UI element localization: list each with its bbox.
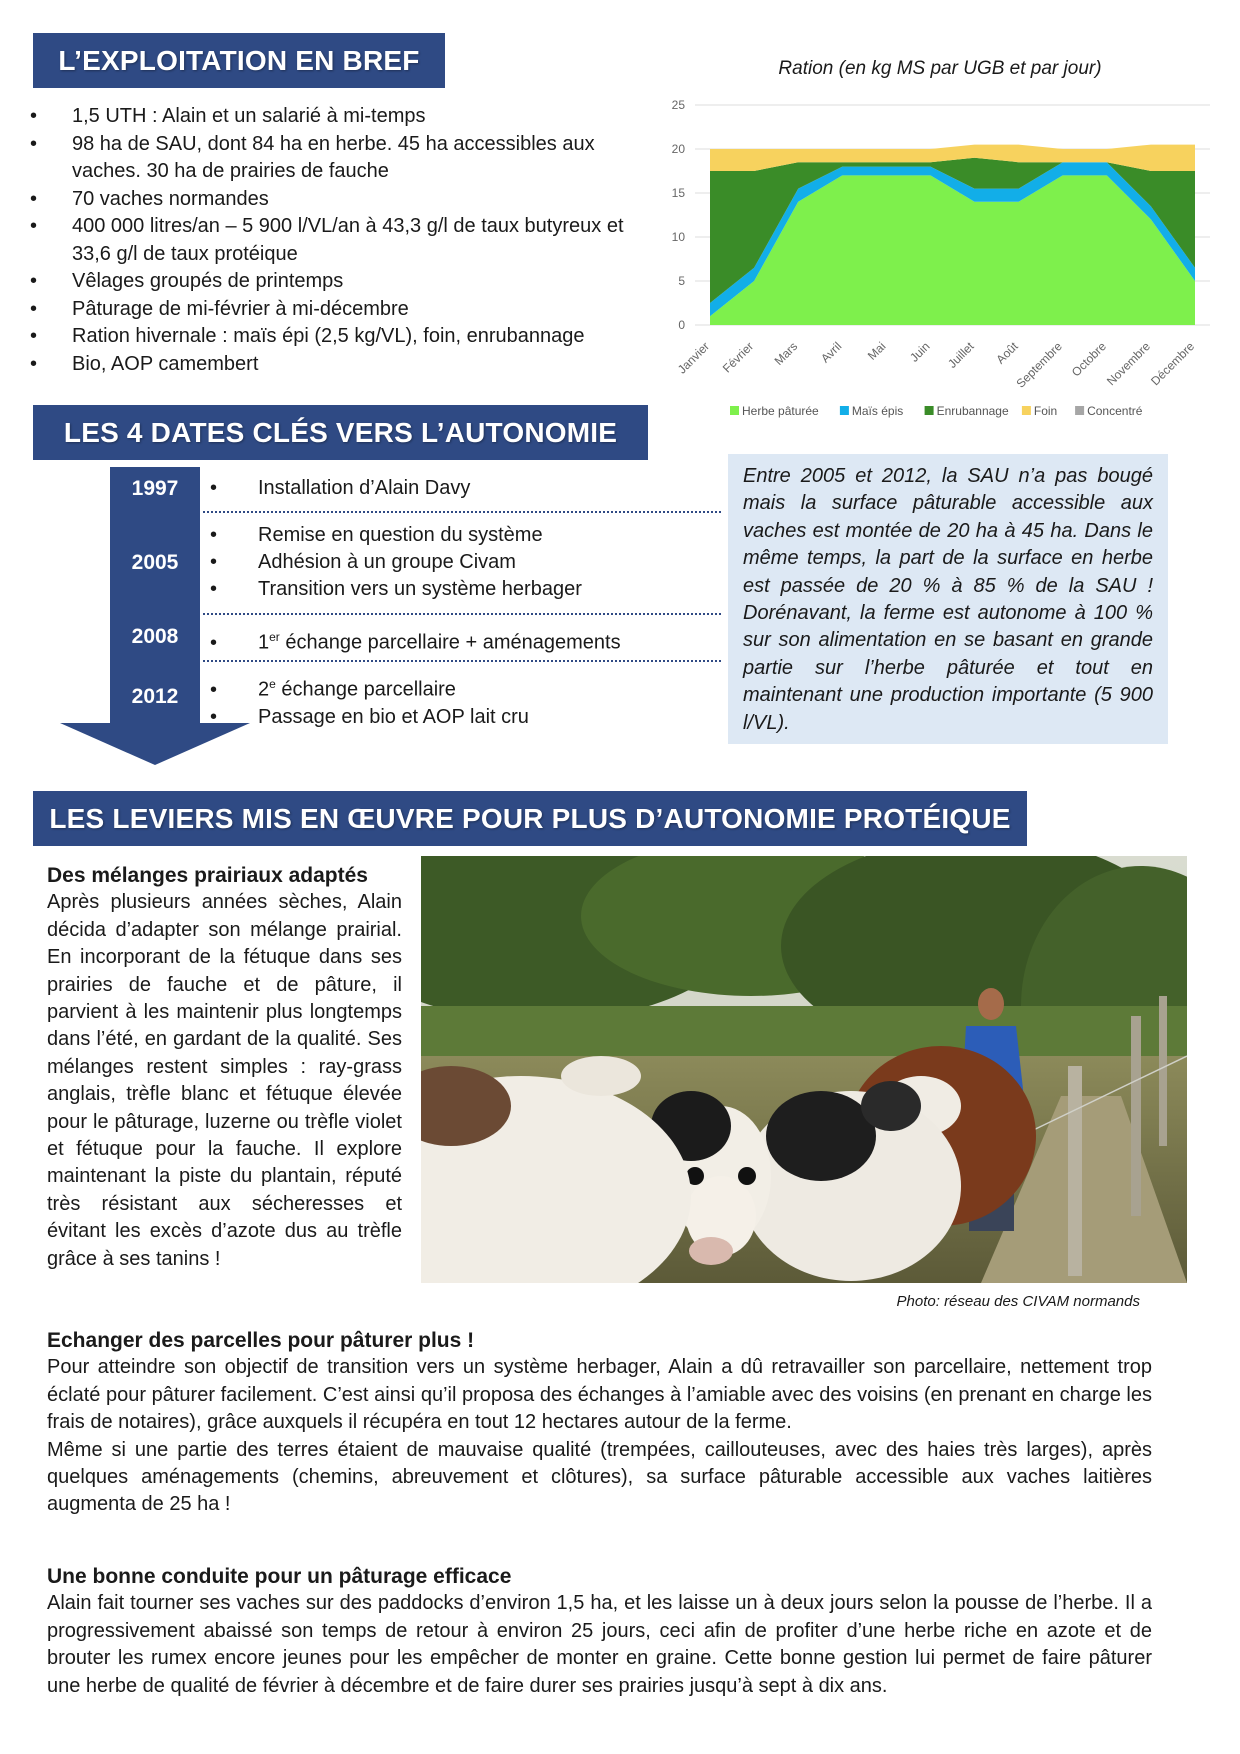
y-tick-label: 10 [671, 230, 685, 244]
year-2008: 2008 [131, 625, 179, 648]
x-tick-label: Décembre [1148, 339, 1198, 389]
fact-item: • 1,5 UTH : Alain et un salarié à mi-temps [30, 103, 630, 131]
conduite-section [47, 1563, 1152, 1700]
x-tick-label: Septembre [1013, 339, 1065, 391]
legend-swatch [925, 406, 934, 415]
conduite-heading: Une bonne conduite pour un pâturage efficace [47, 1565, 512, 1588]
fact-item: • 98 ha de SAU, dont 84 ha en herbe. 45 ha accessibles aux vaches. 30 ha de prairies de fauche [30, 131, 630, 186]
timeline-item: • Remise en question du système • Adhésion à un groupe Civam • Transition vers un système herbager [210, 524, 582, 600]
cows-photo [421, 856, 1187, 1283]
legend-swatch [730, 406, 739, 415]
fact-item: • Pâturage de mi-février à mi-décembre [30, 296, 630, 324]
fact-item: • Bio, AOP camembert [30, 351, 630, 379]
chart-title: Ration (en kg MS par UGB et par jour) [778, 58, 1102, 79]
timeline-separator [203, 511, 721, 513]
conduite-body: Alain fait tourner ses vaches sur des paddocks d’environ 1,5 ha, et les laisse un à deux jours selon la pousse de l’herbe. Il a progressivement abaissé son temps de retour à environ 25 jours, ceci afin de profiter d’une herbe riche en azote et de brouter les rumex encore jeunes pour les empêcher de monter en graine. Cette bonne gestion lui permet de faire pâturer une herbe de qualité de février à décembre et de faire durer ses prairies jusqu’à sept à dix ans. [47, 1592, 1152, 1697]
timeline-separator [203, 613, 721, 615]
legend-swatch [1075, 406, 1084, 415]
leviers-banner [33, 791, 1027, 846]
melanges-section [47, 862, 402, 1273]
echanger-paragraph-1: Pour atteindre son objectif de transition vers un système herbager, Alain a dû retravailler son parcellaire, nettement trop éclaté pour pâturer facilement. C’est ainsi qu’il proposa des échanges à l’amiable avec des voisins (en prenant en charge les frais de notaires), grâce auxquels il récupéra en tout 12 hectares autour de la ferme. [47, 1356, 1152, 1434]
dates-title: LES 4 DATES CLÉS VERS L’AUTONOMIE [63, 416, 618, 448]
fact-item: • 70 vaches normandes [30, 186, 630, 214]
year-2005: 2005 [131, 551, 179, 574]
y-tick-label: 15 [671, 186, 685, 200]
legend-label: Enrubannage [936, 404, 1009, 418]
x-tick-label: Mai [864, 339, 889, 363]
x-tick-label: Juin [907, 339, 933, 365]
ration-chart [650, 85, 1230, 430]
timeline-item: • 1er échange parcellaire + aménagements [210, 630, 621, 654]
x-tick-label: Juillet [945, 339, 977, 371]
echanger-paragraph-2: Même si une partie des terres étaient de mauvaise qualité (trempées, caillouteuses, avec des haies très larges), après quelques aménagements (chemins, abreuvement et clôtures), sa surface pâturable accessible aux vaches laitières augmenta de 25 ha ! [47, 1438, 1152, 1516]
x-tick-label: Avril [818, 339, 845, 366]
timeline [60, 467, 680, 767]
timeline-item: • 2e échange parcellaire • Passage en bio et AOP lait cru [210, 677, 529, 728]
x-tick-label: Août [993, 339, 1021, 367]
fact-item: • Vêlages groupés de printemps [30, 268, 630, 296]
melanges-heading: Des mélanges prairiaux adaptés [47, 864, 368, 887]
fact-item: • 400 000 litres/an – 5 900 l/VL/an à 43,3 g/l de taux butyreux et 33,6 g/l de taux protéique [30, 213, 630, 268]
x-tick-label: Février [719, 339, 757, 376]
y-tick-label: 25 [671, 98, 685, 112]
leviers-title: LES LEVIERS MIS EN ŒUVRE POUR PLUS D’AUTONOMIE PROTÉIQUE [49, 802, 1011, 834]
melanges-body: Après plusieurs années sèches, Alain décida d’adapter son mélange prairial. En incorporant de la fétuque dans ses prairies de fauche et de pâture, il parvient à les maintenir plus longtemps dans l’été, en gardant de la qualité. Ses mélanges restent simples : ray-grass anglais, trèfle blanc et fétuque élevée pour le pâturage, luzerne ou trèfle violet et fétuque pour la fauche. Il explore maintenant la piste du plantain, réputé très résistant aux sécheresses et évitant les excès d’azote dus au trèfle grâce à ses tanins ! [47, 891, 402, 1270]
legend-swatch [1022, 406, 1031, 415]
year-1997: 1997 [131, 477, 179, 500]
cows-photo-illustration [421, 856, 1187, 1283]
dates-banner [33, 405, 648, 460]
x-tick-label: Novembre [1103, 339, 1154, 389]
autonomy-summary-box: Entre 2005 et 2012, la SAU n’a pas bougé mais la surface pâturable accessible aux vaches est montée de 20 ha à 45 ha. Dans le même temps, la part de la surface en herbe est passée de 20 % à 85 % de la SAU ! Dorénavant, la ferme est autonome à 100 % sur son alimentation en se basant en grande partie sur l’herbe pâturée et tout en maintenant une production importante (5 900 l/VL). [728, 454, 1168, 744]
exploitation-banner [33, 33, 445, 88]
x-tick-label: Mars [771, 339, 801, 368]
timeline-separator [203, 660, 721, 662]
legend-label: Foin [1033, 404, 1058, 418]
year-2012: 2012 [131, 685, 179, 708]
photo-caption: Photo: réseau des CIVAM normands [896, 1293, 1140, 1310]
x-tick-label: Janvier [674, 339, 713, 377]
legend-label: Herbe pâturée [742, 404, 819, 418]
exploitation-title: L’EXPLOITATION EN BREF [58, 44, 420, 76]
legend-label: Concentré [1087, 404, 1143, 418]
echanger-section [47, 1327, 1152, 1519]
legend-label: Maïs épis [851, 404, 904, 418]
facts-list [30, 103, 630, 378]
y-tick-label: 0 [678, 318, 685, 332]
timeline-item: • Installation d’Alain Davy [210, 477, 471, 499]
y-tick-label: 20 [671, 142, 685, 156]
echanger-heading: Echanger des parcelles pour pâturer plus ! [47, 1329, 475, 1352]
y-tick-label: 5 [678, 274, 685, 288]
legend-swatch [840, 406, 849, 415]
x-tick-label: Octobre [1068, 339, 1109, 380]
fact-item: • Ration hivernale : maïs épi (2,5 kg/VL), foin, enrubannage [30, 323, 630, 351]
